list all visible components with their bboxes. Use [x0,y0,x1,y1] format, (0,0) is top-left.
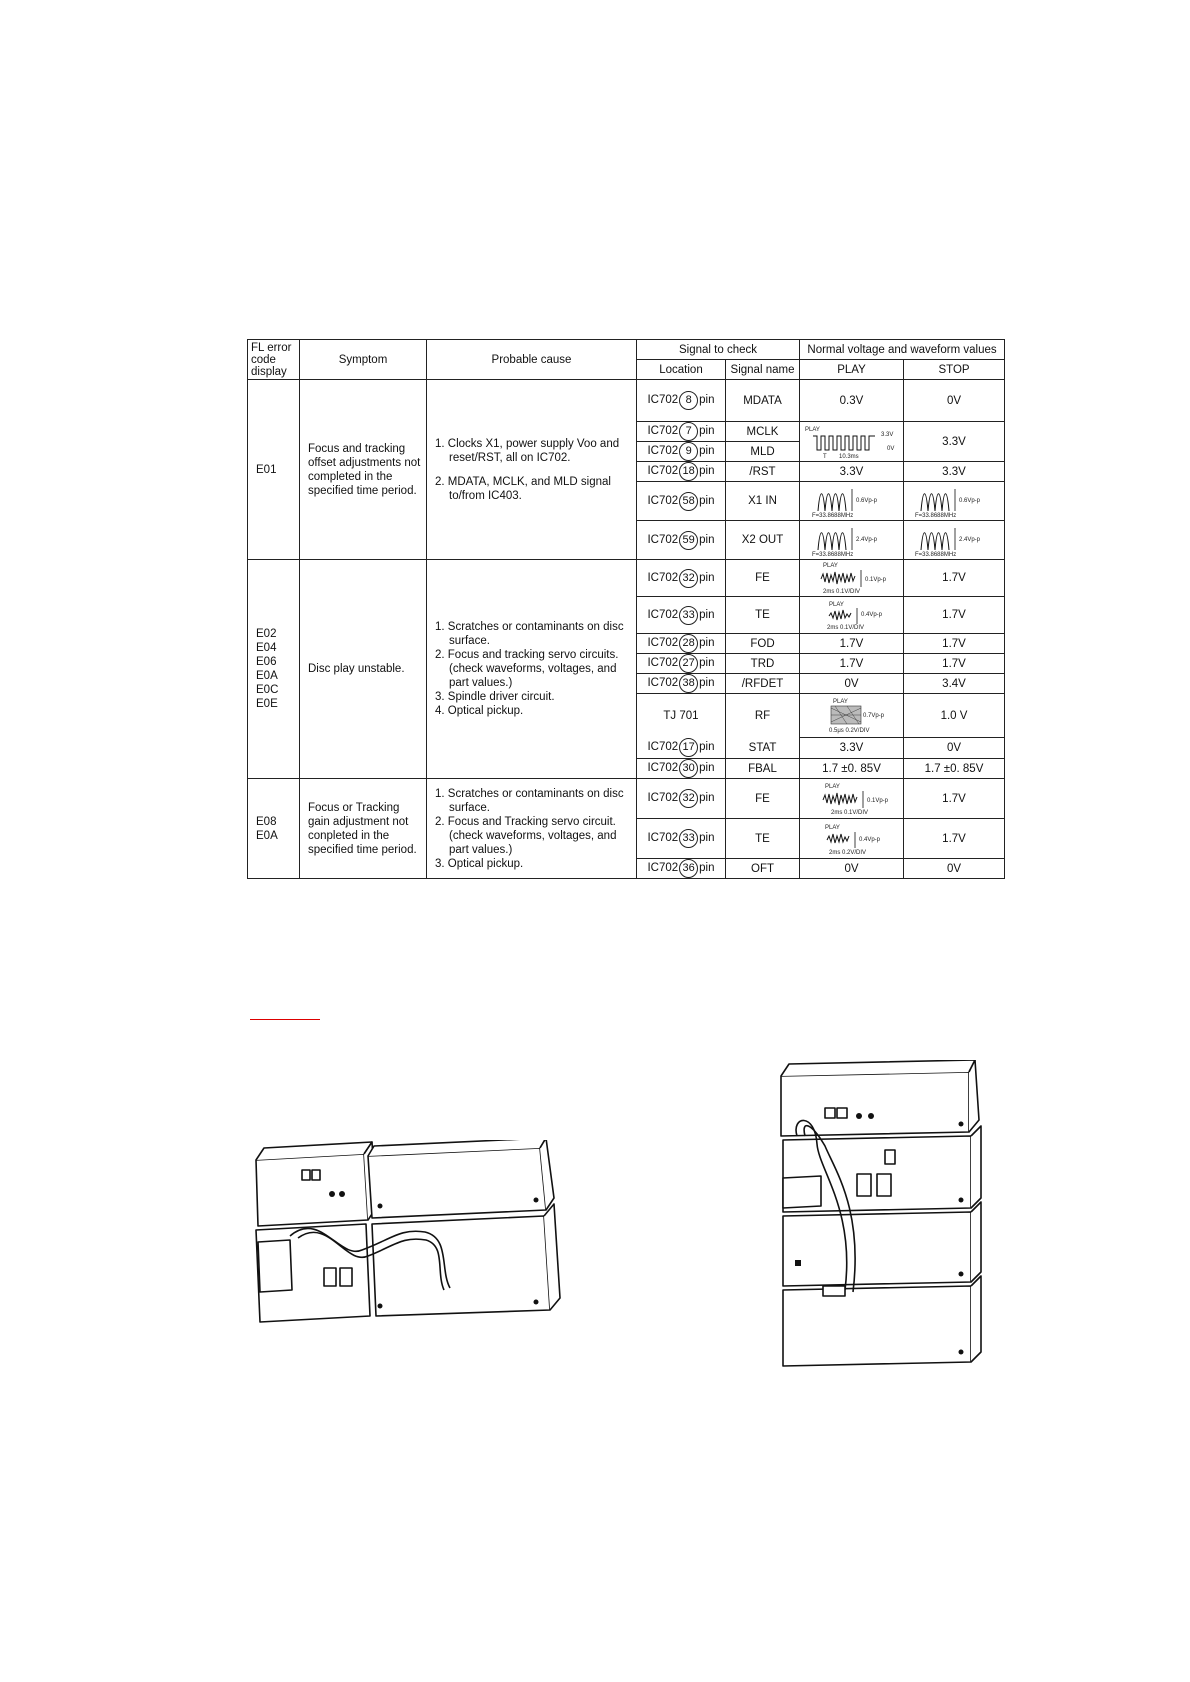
play-value: 3.3V [800,738,904,759]
location-cell: IC702 9 pin [637,442,726,462]
square-wave-icon [803,424,901,460]
signal-name: FBAL [726,759,800,779]
play-value: 0V [800,859,904,879]
svg-text:PLAY: PLAY [805,426,820,433]
sine-wave-icon [907,523,1003,557]
signal-name: FE [726,779,800,819]
fe-waveform [800,560,904,597]
svg-text:0.1Vp-p: 0.1Vp-p [867,797,889,804]
cause-item: 1. Scratches or contaminants on disc surface. [435,787,624,814]
stop-value: 1.7 ±0. 85V [904,759,1005,779]
header-signal-name: Signal name [726,360,800,380]
signal-name: MDATA [726,380,800,422]
svg-text:2ms 0.1V/DIV: 2ms 0.1V/DIV [831,809,869,816]
error-codes: E08 E0A [248,779,300,879]
sine-wave-icon [907,484,1003,518]
stop-value: 3.4V [904,674,1005,694]
header-play: PLAY [800,360,904,380]
error-code: E01 [248,380,300,560]
location-cell: IC702 30 pin [637,759,726,779]
probable-cause [427,560,637,779]
symptom-text: Disc play unstable. [300,560,427,779]
play-value: 1.7V [800,654,904,674]
play-value: 1.7 ±0. 85V [800,759,904,779]
location-cell: IC702 36 pin [637,859,726,879]
stop-value: 1.7V [904,779,1005,819]
signal-name: X2 OUT [726,521,800,560]
svg-text:F=33.8688MHz: F=33.8688MHz [811,513,853,518]
svg-text:0.4Vp-p: 0.4Vp-p [859,836,881,843]
probable-cause [427,380,637,560]
noise-wave-icon [803,821,901,857]
play-value: 0.3V [800,380,904,422]
signal-name: /RFDET [726,674,800,694]
table-row [248,560,1005,597]
header-values-group: Normal voltage and waveform values [800,340,1005,360]
fe-waveform [800,779,904,819]
stop-value: 1.7V [904,634,1005,654]
sine-wave-icon [804,523,900,557]
svg-text:0.5μs 0.2V/DIV: 0.5μs 0.2V/DIV [829,727,870,734]
signal-name: MCLK [726,422,800,442]
te-waveform [800,597,904,634]
stop-value: 1.7V [904,597,1005,634]
cause-item: 2. MDATA, MCLK, and MLD signal to/from IC403. [435,475,611,502]
svg-text:F=33.8688MHz: F=33.8688MHz [915,552,957,557]
signal-name: X1 IN [726,482,800,521]
table-row [248,779,1005,819]
signal-name: TRD [726,654,800,674]
location-cell: TJ 701 [637,694,726,738]
header-cause: Probable cause [427,340,637,380]
svg-text:0.7Vp-p: 0.7Vp-p [863,712,885,719]
header-symptom: Symptom [300,340,427,380]
red-underline [250,1019,320,1020]
signal-name: TE [726,597,800,634]
location-cell: IC702 18 pin [637,462,726,482]
cause-item: 1. Clocks X1, power supply Voo and reset/RST, all on IC702. [435,437,620,464]
signal-name: OFT [726,859,800,879]
svg-text:PLAY: PLAY [833,698,848,705]
x1-play-waveform [800,482,904,521]
svg-text:T: T [823,453,827,460]
location-cell: IC702 28 pin [637,634,726,654]
stop-value: 1.0 V [904,694,1005,738]
table-row [248,380,1005,422]
svg-text:10.3ms: 10.3ms [839,453,859,460]
probable-cause [427,779,637,879]
noise-wave-icon [803,561,901,595]
sine-wave-icon [804,484,900,518]
noise-wave-icon [803,598,901,632]
location-cell: IC702 27 pin [637,654,726,674]
stop-value: 1.7V [904,654,1005,674]
svg-text:0V: 0V [887,445,895,452]
play-value: 0V [800,674,904,694]
stacked-units-drawing [775,1060,1000,1370]
signal-name: STAT [726,738,800,759]
svg-text:0.4Vp-p: 0.4Vp-p [861,612,883,618]
stop-value: 1.7V [904,560,1005,597]
cause-item: 1. Scratches or contaminants on disc surface. [435,621,624,647]
svg-text:PLAY: PLAY [825,824,840,831]
x2-play-waveform [800,521,904,560]
svg-text:PLAY: PLAY [823,563,838,569]
play-value: 3.3V [800,462,904,482]
header-location: Location [637,360,726,380]
location-cell: IC702 33 pin [637,819,726,859]
location-cell: IC702 33 pin [637,597,726,634]
svg-text:2ms 0.1V/DIV: 2ms 0.1V/DIV [823,589,861,595]
location-cell: IC702 17 pin [637,738,726,759]
cause-item: 3. Spindle driver circuit. [435,691,555,703]
noise-wave-icon [803,781,901,817]
cause-item: 4. Optical pickup. [435,705,524,717]
signal-name: FOD [726,634,800,654]
svg-text:0.6Vp-p: 0.6Vp-p [959,498,981,504]
stop-value: 3.3V [904,462,1005,482]
x2-stop-waveform [904,521,1005,560]
svg-text:2.4Vp-p: 2.4Vp-p [855,537,877,543]
header-signal-group: Signal to check [637,340,800,360]
cause-item: 2. Focus and Tracking servo circuit. (check waveforms, voltages, and part values.) [435,815,617,856]
stop-value: 0V [904,738,1005,759]
symptom-text: Focus or Tracking gain adjustment not conpleted in the specified time period. [300,779,427,879]
x1-stop-waveform [904,482,1005,521]
location-cell: IC702 8 pin [637,380,726,422]
location-cell: IC702 7 pin [637,422,726,442]
svg-text:2ms 0.1V/DIV: 2ms 0.1V/DIV [827,625,865,631]
svg-text:PLAY: PLAY [825,783,840,790]
stop-value: 0V [904,380,1005,422]
svg-text:PLAY: PLAY [829,602,844,608]
location-cell: IC702 32 pin [637,779,726,819]
mclk-waveform [800,422,904,462]
error-codes: E02 E04 E06 E0A E0C E0E [248,560,300,779]
location-cell: IC702 59 pin [637,521,726,560]
te-waveform [800,819,904,859]
eye-pattern-icon [803,696,901,736]
signal-name: TE [726,819,800,859]
cause-item: 2. Focus and tracking servo circuits. (check waveforms, voltages, and part values.) [435,649,619,689]
signal-name: FE [726,560,800,597]
svg-text:F=33.8688MHz: F=33.8688MHz [915,513,957,518]
side-by-side-units-drawing [250,1140,580,1340]
svg-text:0.6Vp-p: 0.6Vp-p [855,498,877,504]
signal-name: MLD [726,442,800,462]
signal-name: /RST [726,462,800,482]
header-stop: STOP [904,360,1005,380]
svg-text:0.1Vp-p: 0.1Vp-p [865,577,887,583]
svg-text:2ms 0.2V/DIV: 2ms 0.2V/DIV [829,849,867,856]
location-cell: IC702 32 pin [637,560,726,597]
svg-text:2.4Vp-p: 2.4Vp-p [959,537,981,543]
svg-text:F=33.8688MHz: F=33.8688MHz [811,552,853,557]
stop-value: 3.3V [904,422,1005,462]
stop-value: 0V [904,859,1005,879]
stop-value: 1.7V [904,819,1005,859]
error-code-table [247,339,1005,879]
header-code: FL error code display [248,340,300,380]
svg-text:3.3V: 3.3V [881,431,894,438]
location-cell: IC702 58 pin [637,482,726,521]
signal-name: RF [726,694,800,738]
cause-item: 3. Optical pickup. [435,857,524,870]
rf-waveform [800,694,904,738]
play-value: 1.7V [800,634,904,654]
location-cell: IC702 38 pin [637,674,726,694]
symptom-text: Focus and tracking offset adjustments not completed in the specified time period. [300,380,427,560]
